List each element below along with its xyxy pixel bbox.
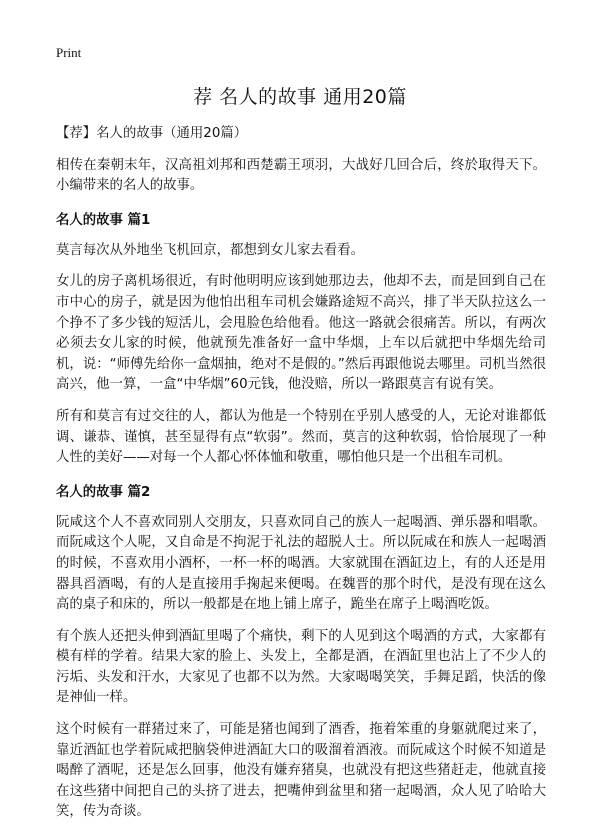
page-title: 荐 名人的故事 通用20篇: [193, 86, 407, 108]
section-heading-1: 名人的故事 篇1: [56, 212, 151, 228]
article-body: [56, 124, 546, 834]
section-1-paragraph-1: 莫言每次从外地坐飞机回京，都想到女儿家去看看。: [56, 242, 364, 258]
article-subtitle: 【荐】名人的故事（通用20篇）: [56, 126, 248, 141]
section-1-paragraph-2: 女儿的房子离机场很近，有时他明明应该到她那边去，他却不去，而是回到自己在市中心的房子，就是因为他怕出租车司机会嫌路途短不高兴，排了半天队拉这么一个挣不了多少钱的短活儿，会甩脸色给他看。他这一路就会很痛苦。所以，有两次必须去女儿家的时候，他就预先准备好一盒中华烟，上车以后就把中华烟先给司机，说：“师傅先给你一盒烟抽，绝对不是假的。”然后再跟他说去哪里。司机当然很高兴，他一算，一盒“中华烟”60元钱，他没赔，所以一路跟莫言有说有笑。: [56, 274, 546, 393]
section-2-paragraph-1: 阮咸这个人不喜欢同别人交朋友，只喜欢同自己的族人一起喝酒、弹乐器和唱歌。而阮咸这个人呢，又自命是不拘泥于礼法的超脱人士。所以阮咸在和族人一起喝酒的时候，不喜欢用小酒杯，一杯一杯的喝酒。大家就围在酒缸边上，有的人还是用器具舀酒喝，有的人是直接用手掬起来便喝。在魏晋的那个时代，是没有现在这么高的桌子和床的，所以一般都是在地上铺上席子，跪坐在席子上喝酒吃饭。: [56, 514, 546, 613]
section-2-paragraph-2: 有个族人还把头伸到酒缸里喝了个痛快，剩下的人见到这个喝酒的方式，大家都有模有样的学着。结果大家的脸上、头发上，全都是酒，在酒缸里也沾上了不少人的污垢、头发和汗水，大家见了也都不以为然。大家喝喝笑笑，手舞足蹈，快活的像是神仙一样。: [56, 628, 546, 706]
section-1-paragraph-3: 所有和莫言有过交往的人，都认为他是一个特别在乎别人感受的人，无论对谁都低调、谦恭、谨慎，甚至显得有点“软弱”。然而，莫言的这种软弱，恰恰展现了一种人性的美好——对每一个人都心怀体恤和敬重，哪怕他只是一个出租车司机。: [56, 408, 546, 466]
section-heading-2: 名人的故事 篇2: [56, 484, 151, 500]
print-link[interactable]: Print: [56, 45, 82, 60]
section-2-paragraph-3: 这个时候有一群猪过来了，可能是猪也闻到了酒香，拖着笨重的身躯就爬过来了，靠近酒缸也学着阮咸把脑袋伸进酒缸大口的吸溜着酒液。而阮咸这个时候不知道是喝醉了酒呢，还是怎么回事，他没有嫌弃猪臭，也就没有把这些猪赶走，他就直接在这些猪中间把自己的头挤了进去，把嘴伸到盆里和猪一起喝酒，众人见了哈哈大笑，传为奇谈。: [56, 722, 546, 820]
intro-paragraph: 相传在秦朝末年，汉高祖刘邦和西楚霸王项羽，大战好几回合后，终於取得天下。小编带来的名人的故事。: [56, 157, 546, 194]
